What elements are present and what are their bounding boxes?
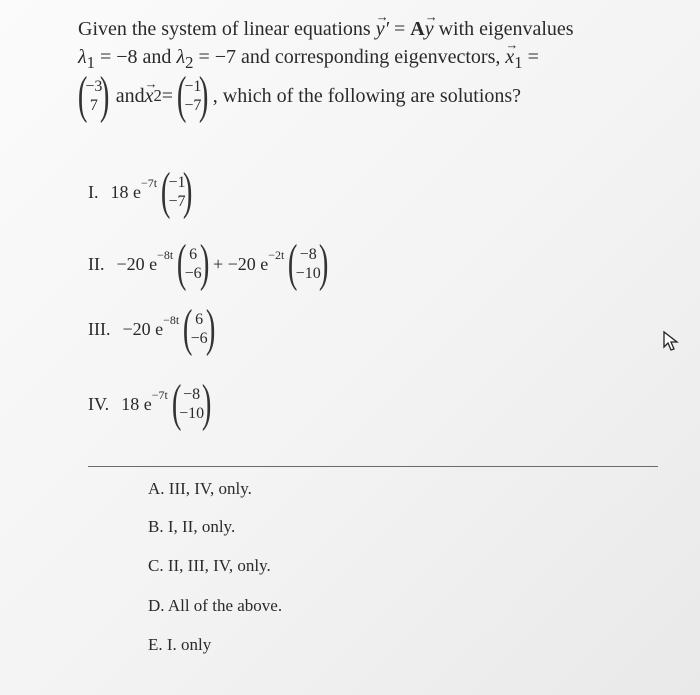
equals-sign: =: [388, 18, 411, 40]
divider: [88, 466, 658, 467]
question-line-2: $\lambda_1 = -8$ and $\lambda_2 = -7$ and corresponding eigenvectors, → $x_1$ =: [78, 44, 539, 76]
mouse-pointer-icon: [662, 330, 680, 352]
item-2-vector-a: 6 −6: [184, 246, 202, 282]
item-3: III. −20 e −8t ( 6 −6 ): [88, 300, 216, 357]
eigenvector-2: −1 −7: [184, 78, 202, 114]
vector-arrow-icon: →: [505, 37, 519, 52]
lambda-2: λ: [176, 46, 186, 68]
lambda-1: λ: [78, 46, 87, 68]
question-line-1: [78, 9, 574, 42]
item-2: II. −20 e −8t ( 6 −6 ) + −20 e −2t ( −8 −10 ): [88, 235, 329, 292]
item-4-vector: −8 −10: [179, 386, 205, 422]
vector-arrow-icon: →: [424, 9, 438, 24]
choice-d[interactable]: D. All of the above.: [148, 596, 283, 615]
x1-vector: → x: [505, 44, 514, 70]
lambda-2-value: = −7 and corresponding eigenvectors,: [193, 46, 506, 68]
item-1-vector: −1 −7: [168, 174, 186, 210]
lambda-1-value: = −8 and: [95, 46, 177, 68]
choice-e[interactable]: E. I. only: [148, 635, 212, 654]
question-tail: , which of the following are solutions?: [212, 85, 522, 107]
vector-arrow-icon: →: [375, 9, 389, 24]
choice-b[interactable]: B. I, II, only.: [148, 517, 236, 536]
y-vector-rhs: → y: [425, 16, 434, 42]
question-eigen-text: with eigenvalues: [433, 18, 574, 40]
item-1: I. 18 e −7t ( −1 −7 ): [88, 163, 193, 220]
choice-c[interactable]: C. II, III, IV, only.: [148, 556, 271, 575]
vector-arrow-icon: →: [144, 76, 158, 91]
x2-vector: → x: [145, 83, 154, 109]
question-line-3: ( −3 7 ) and → x 2 = ( −1 −7 ) , which of the following are solutions?: [77, 67, 522, 124]
item-3-vector: 6 −6: [190, 311, 208, 347]
question-intro: Given the system of linear equations: [78, 18, 376, 40]
matrix-A: A: [410, 18, 425, 40]
eigenvector-1: −3 7: [85, 78, 103, 114]
item-2-vector-b: −8 −10: [295, 246, 321, 282]
item-4: IV. 18 e −7t ( −8 −10 ): [88, 375, 212, 432]
y-vector: → y′: [376, 16, 389, 42]
choice-a[interactable]: A. III, IV, only.: [148, 479, 252, 498]
